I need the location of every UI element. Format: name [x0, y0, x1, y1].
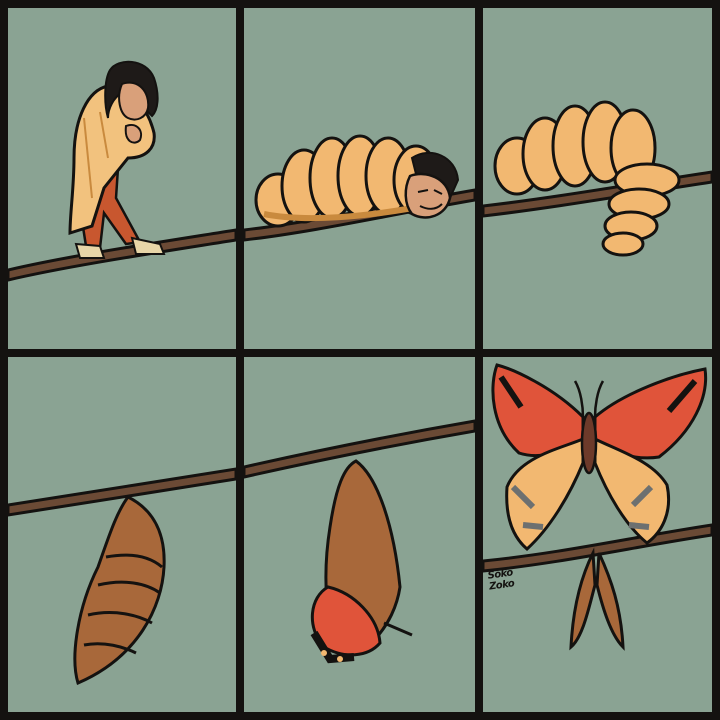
- panel-person-art: [8, 8, 236, 349]
- emerging-butterfly: [312, 461, 412, 662]
- empty-chrysalis: [571, 553, 623, 647]
- person-hands: [126, 125, 141, 143]
- wing-left-upper: [493, 365, 583, 456]
- artist-signature: Soko Zoko: [486, 567, 516, 593]
- person: [70, 62, 164, 258]
- butterfly-body: [582, 413, 596, 473]
- panel-person: [8, 8, 236, 349]
- larva-face: [406, 153, 458, 218]
- panel-chrysalis: [8, 357, 236, 712]
- panel-chrysalis-art: [8, 357, 236, 712]
- person-shoe-left: [76, 244, 104, 258]
- person-shoe-right: [132, 238, 164, 254]
- larva-curled: [495, 102, 679, 255]
- butterfly: [493, 365, 706, 549]
- panel-emerging: [244, 357, 475, 712]
- chrysalis: [75, 497, 164, 683]
- panel-butterfly-art: [483, 357, 712, 712]
- panel-larva-face: [244, 8, 475, 349]
- panel-emerging-art: [244, 357, 475, 712]
- wing-right-upper: [595, 369, 706, 458]
- panel-butterfly: [483, 357, 712, 712]
- panel-larva-curl-art: [483, 8, 712, 349]
- panel-larva-face-art: [244, 8, 475, 349]
- panel-larva-curl: [483, 8, 712, 349]
